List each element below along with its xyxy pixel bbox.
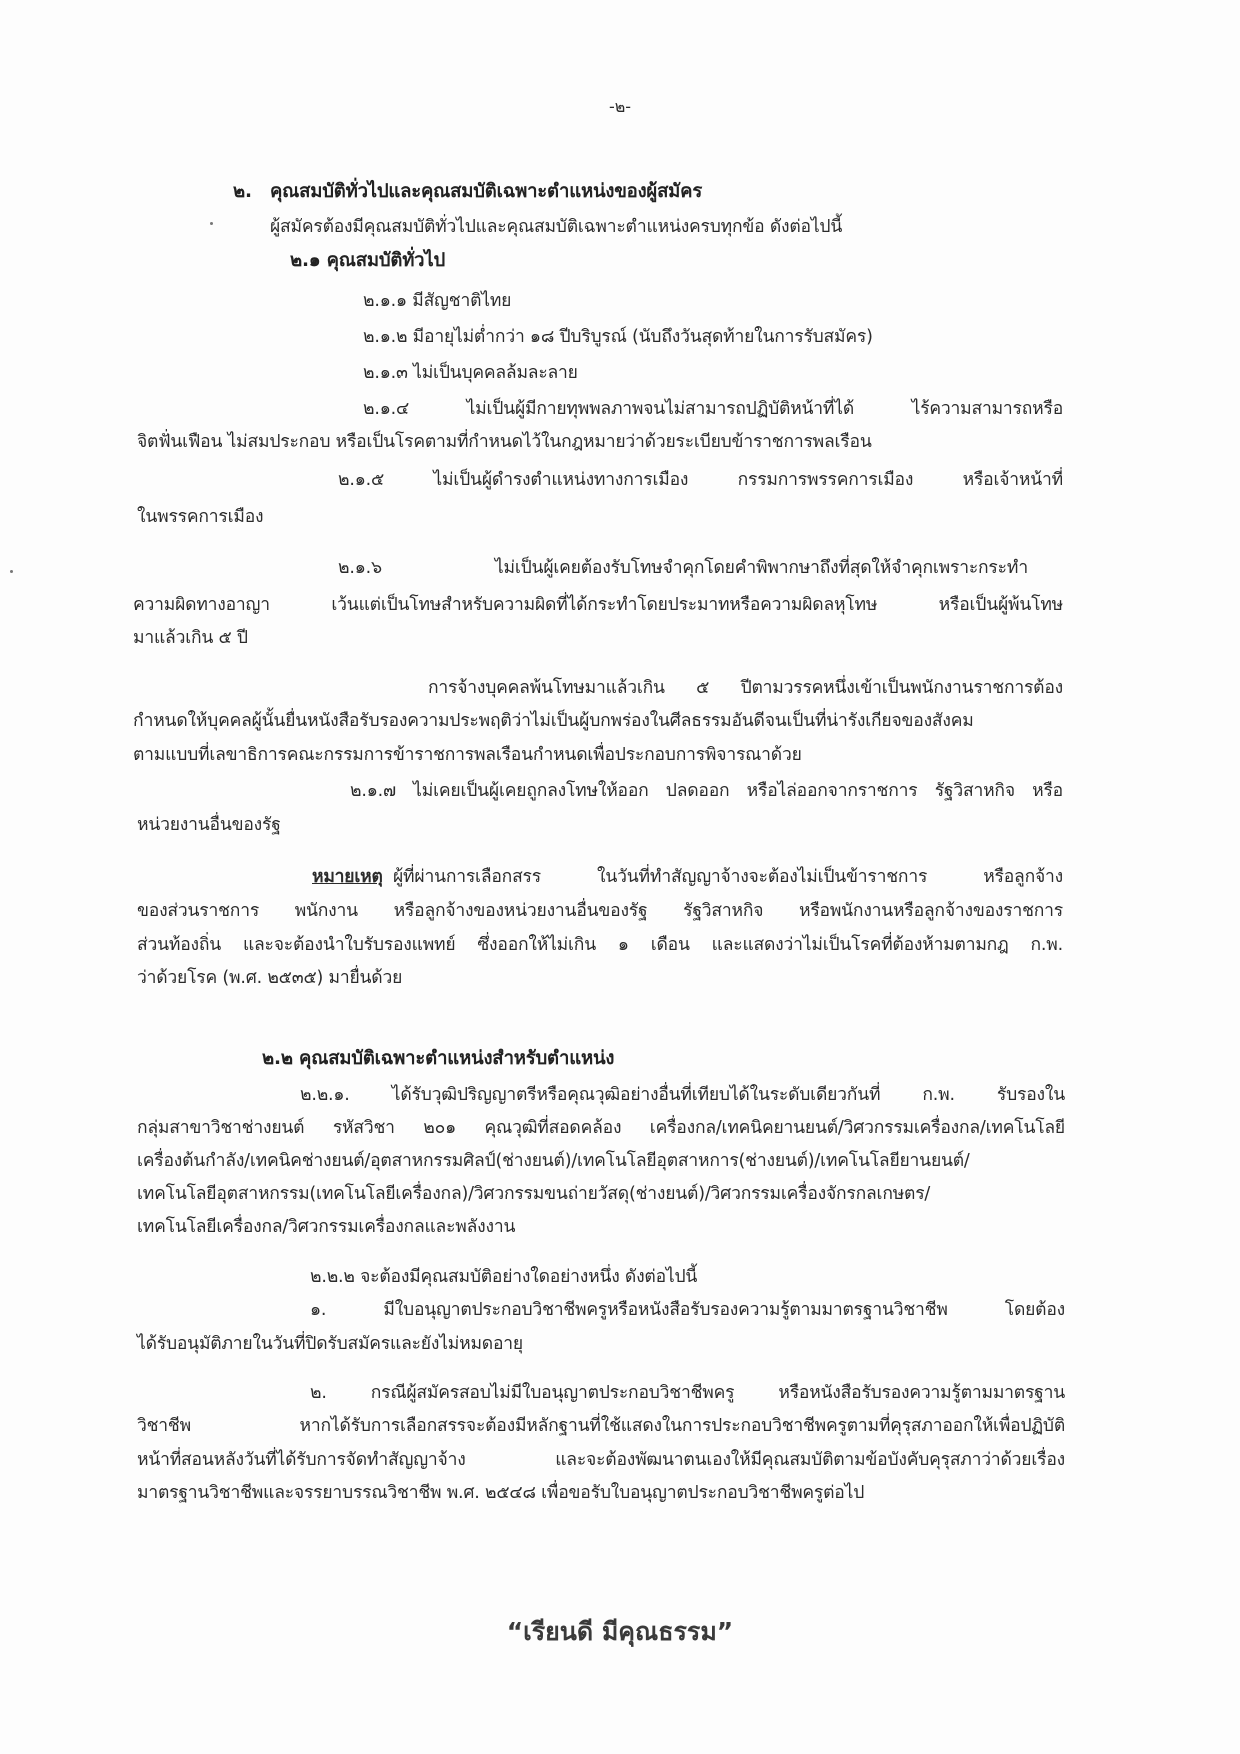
- subsection-heading-2-2: ๒.๒ คุณสมบัติเฉพาะตำแหน่งสำหรับตำแหน่ง: [262, 1048, 615, 1069]
- paragraph-line3: ตามแบบที่เลขาธิการคณะกรรมการข้าราชการพลเรือนกำหนดเพื่อประกอบการพิจารณาด้วย: [133, 745, 802, 765]
- condition-2-line3: หน้าที่สอนหลังวันที่ได้รับการจัดทำสัญญาจ้าง และจะต้องพัฒนาตนเองให้มีคุณสมบัติตามข้อบังคับคุรุสภาว่าด้วยเรื่อง: [137, 1450, 1065, 1470]
- paragraph-line1: การจ้างบุคคลพ้นโทษมาแล้วเกิน ๕ ปีตามวรรคหนึ่งเข้าเป็นพนักงานราชการต้อง: [428, 678, 1063, 698]
- item-2-2-2: ๒.๒.๒ จะต้องมีคุณสมบัติอย่างใดอย่างหนึ่ง ดังต่อไปนี้: [310, 1267, 698, 1287]
- item-2-1-6-line2: ความผิดทางอาญา เว้นแต่เป็นโทษสำหรับความผิดที่ได้กระทำโดยประมาทหรือความผิดลหุโทษ หรือเป็นผู้พ้นโทษ: [133, 595, 1063, 615]
- item-2-1-5-line1: ๒.๑.๕ ไม่เป็นผู้ดำรงตำแหน่งทางการเมือง กรรมการพรรคการเมือง หรือเจ้าหน้าที่: [338, 470, 1063, 490]
- item-2-1-4-line2: จิตฟั่นเฟือน ไม่สมประกอบ หรือเป็นโรคตามที่กำหนดไว้ในกฎหมายว่าด้วยระเบียบข้าราชการพลเรือน: [137, 432, 872, 452]
- item-2-1-7-line1: ๒.๑.๗ ไม่เคยเป็นผู้เคยถูกลงโทษให้ออก ปลดออก หรือไล่ออกจากราชการ รัฐวิสาหกิจ หรือ: [350, 781, 1063, 801]
- scan-speck: [210, 222, 213, 225]
- item-2-1-4-line1: ๒.๑.๔ ไม่เป็นผู้มีกายทุพพลภาพจนไม่สามารถปฏิบัติหน้าที่ได้ ไร้ความสามารถหรือ: [363, 399, 1063, 419]
- condition-1-line2: ได้รับอนุมัติภายในวันที่ปิดรับสมัครและยังไม่หมดอายุ: [137, 1334, 523, 1354]
- item-2-1-2: ๒.๑.๒ มีอายุไม่ต่ำกว่า ๑๘ ปีบริบูรณ์ (นับถึงวันสุดท้ายในการรับสมัคร): [363, 327, 873, 347]
- item-2-2-1-line1: ๒.๒.๑. ได้รับวุฒิปริญญาตรีหรือคุณวุฒิอย่างอื่นที่เทียบได้ในระดับเดียวกันที่ ก.พ. รับรองใน: [300, 1085, 1065, 1105]
- subsection-heading-2-1: ๒.๑ คุณสมบัติทั่วไป: [290, 250, 446, 271]
- item-2-2-1-line3: เครื่องต้นกำลัง/เทคนิคช่างยนต์/อุตสาหกรรมศิลป์(ช่างยนต์)/เทคโนโลยีอุตสาหการ(ช่างยนต์)/เทคโนโลยียานยนต์/: [137, 1151, 970, 1171]
- condition-1-line1: ๑. มีใบอนุญาตประกอบวิชาชีพครูหรือหนังสือรับรองความรู้ตามมาตรฐานวิชาชีพ โดยต้อง: [310, 1300, 1065, 1320]
- item-2-2-1-line2: กลุ่มสาขาวิชาช่างยนต์ รหัสวิชา ๒๐๑ คุณวุฒิที่สอดคล้อง เครื่องกล/เทคนิคยานยนต์/วิศวกรรมเครื่องกล/เทคโนโลยี: [137, 1118, 1065, 1138]
- item-2-1-1: ๒.๑.๑ มีสัญชาติไทย: [363, 291, 512, 311]
- item-2-1-7-line2: หน่วยงานอื่นของรัฐ: [137, 815, 281, 835]
- page-number: -๒-: [608, 97, 632, 116]
- section-heading: คุณสมบัติทั่วไปและคุณสมบัติเฉพาะตำแหน่งของผู้สมัคร: [270, 181, 703, 202]
- paragraph-line2: กำหนดให้บุคคลผู้นั้นยื่นหนังสือรับรองความประพฤติว่าไม่เป็นผู้บกพร่องในศีลธรรมอันดีจนเป็นที่น่ารังเกียจของสังคม: [133, 711, 974, 731]
- motto: “เรียนดี มีคุณธรรม”: [506, 1617, 734, 1646]
- note-line2: ของส่วนราชการ พนักงาน หรือลูกจ้างของหน่วยงานอื่นของรัฐ รัฐวิสาหกิจ หรือพนักงานหรือลูกจ้างของราชการ: [137, 901, 1063, 921]
- item-2-1-3: ๒.๑.๓ ไม่เป็นบุคคลล้มละลาย: [363, 363, 578, 383]
- section-intro: ผู้สมัครต้องมีคุณสมบัติทั่วไปและคุณสมบัติเฉพาะตำแหน่งครบทุกข้อ ดังต่อไปนี้: [270, 217, 843, 237]
- item-2-2-1-line4: เทคโนโลยีอุตสาหกรรม(เทคโนโลยีเครื่องกล)/วิศวกรรมขนถ่ายวัสดุ(ช่างยนต์)/วิศวกรรมเครื่องจักรกลเกษตร/: [137, 1184, 931, 1204]
- condition-2-line4: มาตรฐานวิชาชีพและจรรยาบรรณวิชาชีพ พ.ศ. ๒๕๔๘ เพื่อขอรับใบอนุญาตประกอบวิชาชีพครูต่อไป: [137, 1483, 865, 1503]
- item-2-1-5-line2: ในพรรคการเมือง: [137, 507, 264, 527]
- condition-2-line1: ๒. กรณีผู้สมัครสอบไม่มีใบอนุญาตประกอบวิชาชีพครู หรือหนังสือรับรองความรู้ตามมาตรฐาน: [310, 1383, 1065, 1403]
- note-line1: ผู้ที่ผ่านการเลือกสรร ในวันที่ทำสัญญาจ้างจะต้องไม่เป็นข้าราชการ หรือลูกจ้าง: [393, 867, 1063, 887]
- note-line4: ว่าด้วยโรค (พ.ศ. ๒๕๓๕) มายื่นด้วย: [137, 968, 403, 988]
- condition-2-line2: วิชาชีพ หากได้รับการเลือกสรรจะต้องมีหลักฐานที่ใช้แสดงในการประกอบวิชาชีพครูตามที่คุรุสภาออกให้เพื่อปฏิบัติ: [137, 1416, 1065, 1436]
- scan-speck: [10, 570, 13, 573]
- section-number: ๒.: [233, 181, 252, 202]
- item-2-1-6-line3: มาแล้วเกิน ๕ ปี: [133, 628, 248, 648]
- item-2-2-1-line5: เทคโนโลยีเครื่องกล/วิศวกรรมเครื่องกลและพลังงาน: [137, 1217, 516, 1237]
- note-line3: ส่วนท้องถิ่น และจะต้องนำใบรับรองแพทย์ ซึ่งออกให้ไม่เกิน ๑ เดือน และแสดงว่าไม่เป็นโรคที่ต้องห้ามตามกฎ ก.พ.: [137, 935, 1063, 955]
- note-label: หมายเหตุ: [312, 867, 383, 887]
- item-2-1-6-line1: ๒.๑.๖ ไม่เป็นผู้เคยต้องรับโทษจำคุกโดยคำพิพากษาถึงที่สุดให้จำคุกเพราะกระทำ: [338, 558, 1028, 578]
